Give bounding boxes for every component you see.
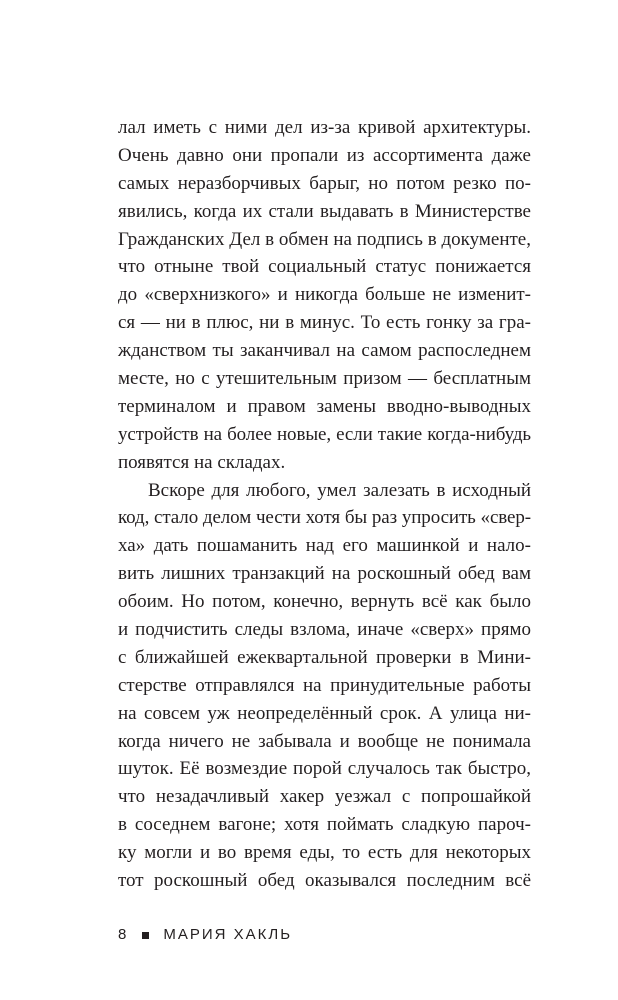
text-line: лал иметь с ними дел из-за кривой архитектуры. bbox=[118, 117, 531, 138]
text-line: стерстве отправлялся на принудительные работы bbox=[118, 674, 531, 696]
text-line: Вскоре для любого, умел залезать в исходный bbox=[148, 479, 531, 501]
text-line: появятся на складах. bbox=[118, 451, 286, 473]
text-line: жданством ты заканчивал на самом распоследнем bbox=[118, 340, 531, 362]
text-line: явились, когда их стали выдавать в Министерстве bbox=[118, 200, 531, 222]
page-body bbox=[118, 114, 531, 895]
text-line: терминалом и правом замены вводно-выводных bbox=[118, 395, 531, 417]
text-line: ха» дать пошаманить над его машинкой и нало- bbox=[118, 535, 531, 557]
page-number: 8 bbox=[118, 926, 129, 943]
text-line: вить лишних транзакций на роскошный обед вам bbox=[118, 563, 531, 585]
author-name: МАРИЯ ХАКЛЬ bbox=[163, 926, 293, 943]
text-line: с ближайшей ежеквартальной проверки в Мини- bbox=[118, 646, 531, 668]
text-line: на совсем уж неопределённый срок. А улица ни- bbox=[118, 702, 531, 724]
text-line: код, стало делом чести хотя бы раз упросить «свер- bbox=[118, 507, 531, 529]
text-line: до «сверхнизкого» и никогда больше не изменит- bbox=[118, 284, 531, 306]
text-line: ся — ни в плюс, ни в минус. То есть гонку за гра- bbox=[118, 312, 531, 334]
text-line: в соседнем вагоне; хотя поймать сладкую пароч- bbox=[118, 814, 531, 836]
text-line: Очень давно они пропали из ассортимента даже bbox=[118, 144, 531, 166]
text-line: месте, но с утешительным призом — бесплатным bbox=[118, 368, 531, 390]
square-separator-icon bbox=[142, 932, 149, 939]
text-line: шуток. Её возмездие порой случалось так быстро, bbox=[118, 758, 531, 780]
text-line: ку могли и во время еды, то есть для некоторых bbox=[118, 842, 531, 864]
page-footer bbox=[118, 924, 292, 946]
text-line: устройств на более новые, если такие когда-нибудь bbox=[118, 423, 531, 445]
text-line: что незадачливый хакер уезжал с попрошайкой bbox=[118, 786, 531, 808]
text-line: тот роскошный обед оказывался последним всё bbox=[118, 870, 531, 892]
text-line: обоим. Но потом, конечно, вернуть всё как было bbox=[118, 591, 531, 613]
text-line: что отныне твой социальный статус понижается bbox=[118, 256, 531, 278]
text-line: когда ничего не забывала и вообще не понимала bbox=[118, 730, 531, 752]
text-line: самых неразборчивых барыг, но потом резко по- bbox=[118, 172, 531, 194]
text-line: Гражданских Дел в обмен на подпись в документе, bbox=[118, 228, 531, 250]
text-line: и подчистить следы взлома, иначе «сверх» прямо bbox=[118, 619, 531, 641]
